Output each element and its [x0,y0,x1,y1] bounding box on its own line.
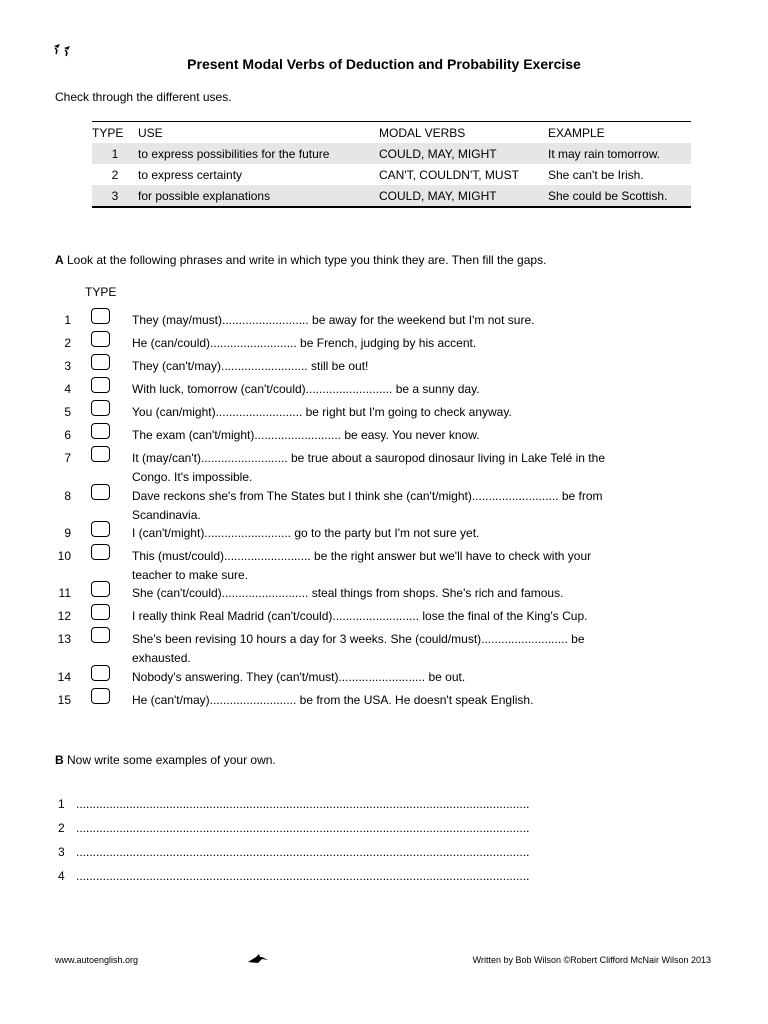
item-text: She's been revising 10 hours a day for 3 weeks. She (could/must).......................... be exhausted. [132,632,585,665]
item-number: 11 [58,586,71,600]
section-a-letter: A [55,253,64,267]
item-number: 14 [57,670,71,684]
uses-table [92,121,691,208]
item-number: 7 [64,451,71,465]
item-number: 10 [57,549,71,563]
cell-example: She can't be Irish. [548,167,644,182]
type-answer-box[interactable] [91,544,110,560]
type-answer-box[interactable] [91,627,110,643]
type-answer-box[interactable] [91,581,110,597]
item-text: I really think Real Madrid (can't/could).......................... lose the final of the King's Cup. [132,609,588,623]
table-row [92,164,691,185]
item-text: Dave reckons she's from The States but I think she (can't/might).......................... be from Scandinavia. [132,489,603,522]
cell-modal: COULD, MAY, MIGHT [379,185,548,207]
item-number: 9 [64,526,71,540]
header-type: TYPE [92,125,124,140]
item-text: They (may/must).......................... be away for the weekend but I'm not sure. [132,313,535,327]
item-text: It (may/can't).......................... be true about a sauropod dinosaur living in Lake Telé in the Congo. It's impossible. [132,451,605,484]
footer-credit: Written by Bob Wilson ©Robert Clifford McNair Wilson 2013 [472,955,711,965]
item-text: He (can/could).......................... be French, judging by his accent. [132,336,477,350]
header-use: USE [138,125,163,140]
type-answer-box[interactable] [91,665,110,681]
page-title: Present Modal Verbs of Deduction and Probability Exercise [187,56,581,72]
type-answer-box[interactable] [91,308,110,324]
item-number: 12 [57,609,71,623]
cell-example: It may rain tomorrow. [548,143,691,164]
item-number: 1 [64,313,71,327]
type-answer-box[interactable] [91,521,110,537]
type-answer-box[interactable] [91,688,110,704]
item-number: 6 [64,428,71,442]
line-number: 1 [58,797,65,811]
item-text: He (can't/may).......................... be from the USA. He doesn't speak English. [132,693,534,707]
section-b-instruction [55,753,276,767]
item-text: They (can't/may).......................... still be out! [132,359,369,373]
dotted-line[interactable]: ........................................................................................................................................ [76,821,530,835]
intro-text: Check through the different uses. [55,90,232,104]
section-a-text: Look at the following phrases and write in which type you think they are. Then fill the gaps. [63,253,547,267]
section-a-instruction [55,253,546,267]
table-row [92,143,691,164]
type-answer-box[interactable] [91,484,110,500]
section-b-text: Now write some examples of your own. [63,753,276,767]
cell-example: She could be Scottish. [548,185,691,207]
item-text: I (can't/might).......................... go to the party but I'm not sure yet. [132,526,480,540]
cell-use: to express certainty [138,167,243,182]
type-answer-box[interactable] [91,331,110,347]
line-number: 4 [58,869,65,883]
bird-logo-icon [247,953,269,965]
item-text: With luck, tomorrow (can't/could).......................... be a sunny day. [132,382,480,396]
table-header-row [92,122,691,144]
cell-modal: CAN'T, COULDN'T, MUST [379,167,519,182]
footer-website: www.autoenglish.org [55,955,139,965]
dotted-line[interactable]: ........................................................................................................................................ [76,797,530,811]
type-answer-box[interactable] [91,354,110,370]
section-b-letter: B [55,753,64,767]
item-number: 13 [57,632,71,646]
cell-type: 3 [92,185,138,207]
line-number: 2 [58,821,65,835]
type-answer-box[interactable] [91,377,110,393]
dotted-line[interactable]: ........................................................................................................................................ [76,869,530,883]
item-number: 8 [64,489,71,503]
type-column-label: TYPE [85,285,117,299]
cell-use: for possible explanations [138,185,379,207]
cell-modal: COULD, MAY, MIGHT [379,143,548,164]
item-number: 3 [64,359,71,373]
item-number: 5 [64,405,71,419]
item-text: The exam (can't/might).......................... be easy. You never know. [132,428,480,442]
table-row [92,185,691,207]
item-text: This (must/could).......................... be the right answer but we'll have to check with your teacher to make sure. [132,549,592,582]
line-number: 3 [58,845,65,859]
item-number: 2 [64,336,71,350]
cell-use: to express possibilities for the future [138,143,379,164]
header-example: EXAMPLE [548,125,605,140]
item-number: 15 [57,693,71,707]
type-answer-box[interactable] [91,423,110,439]
item-text: She (can't/could).......................... steal things from shops. She's rich and famous. [132,586,564,600]
type-answer-box[interactable] [91,604,110,620]
header-modal-verbs: MODAL VERBS [379,125,466,140]
item-text: Nobody's answering. They (can't/must).......................... be out. [132,670,466,684]
cell-type: 2 [111,167,119,182]
dotted-line[interactable]: ........................................................................................................................................ [76,845,530,859]
type-answer-box[interactable] [91,446,110,462]
item-number: 4 [64,382,71,396]
type-answer-box[interactable] [91,400,110,416]
item-text: You (can/might).......................... be right but I'm going to check anyway. [132,405,512,419]
cell-type: 1 [92,143,138,164]
